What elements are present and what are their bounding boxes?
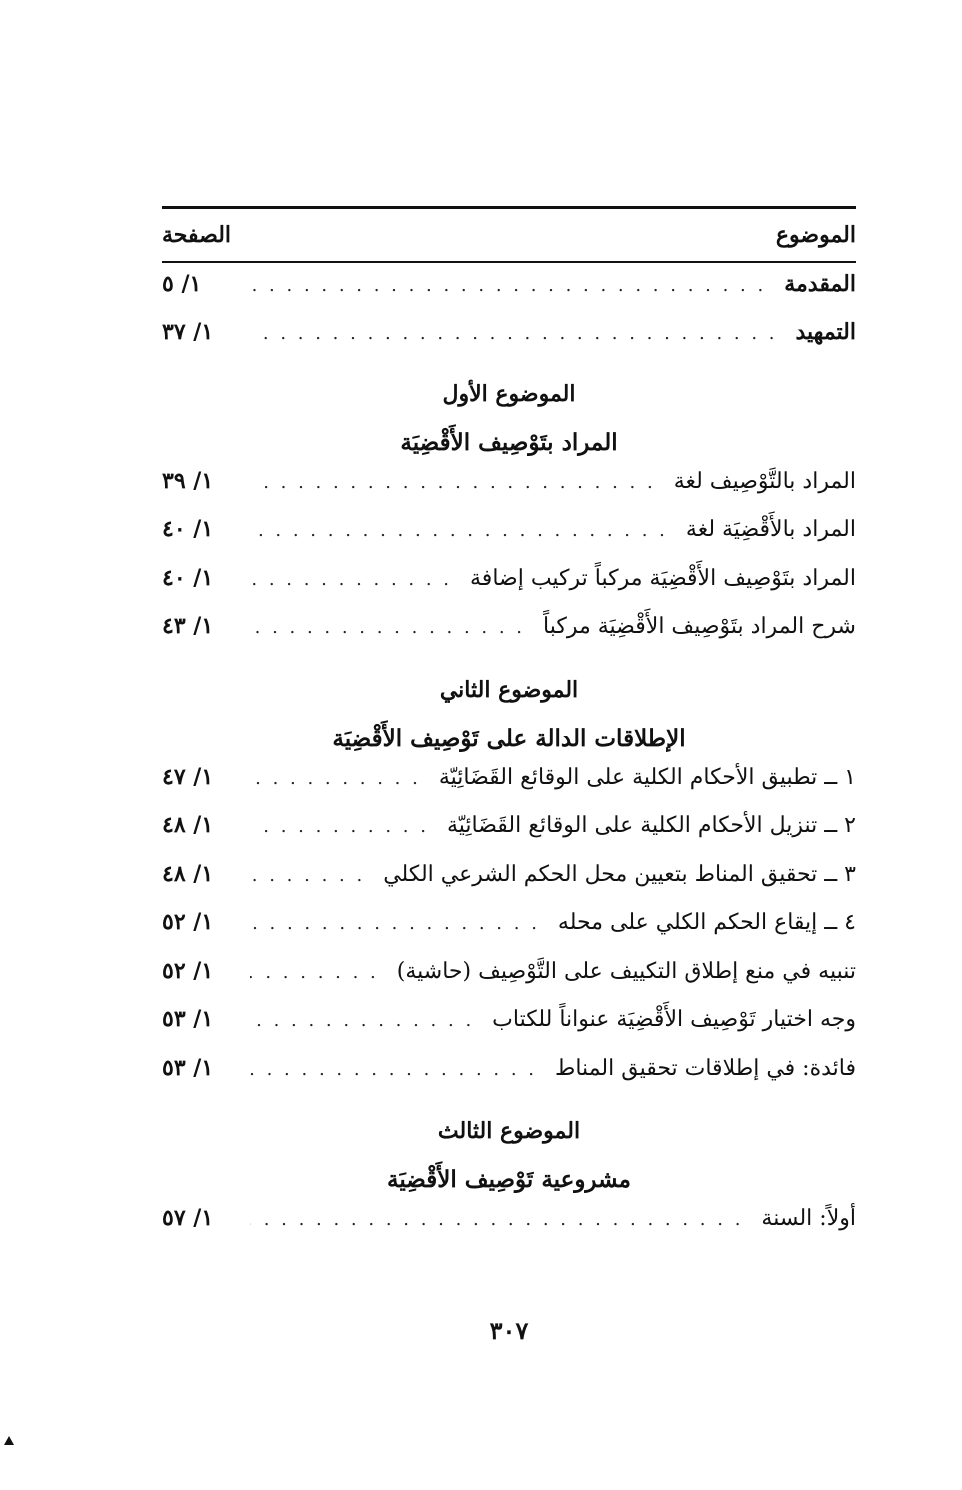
toc-entry [162,516,856,565]
toc-entry [162,909,856,958]
entry-page: ١/ ٥٢ [162,909,214,935]
leader-dots [250,913,540,934]
leader-dots [250,1059,537,1080]
entry-title: ٣ ــ تحقيق المناط بتعيين محل الحكم الشرعي الكلي [383,861,856,887]
toc-entry [162,319,856,368]
leader-dots [250,275,766,296]
toc-entry [162,1006,856,1055]
entry-title: المراد بتَوْصِيف الأَقْضِيَة مركباً تركيب إضافة [470,565,856,591]
section-heading: الموضوع الثالث [437,1118,581,1144]
entry-title: فائدة: في إطلاقات تحقيق المناط [555,1055,856,1081]
entry-page: ١/ ٣٩ [162,467,214,494]
entry-title: ٤ ــ إيقاع الحكم الكلي على محله [557,910,856,935]
toc-entry [162,565,856,614]
toc-entry [162,764,856,813]
section-subheading: الإطلاقات الدالة على تَوْصِيف الأَقْضِيَة [332,724,686,752]
entry-page: ١/ ٥٣ [162,1054,214,1081]
entry-page: ١/ ٤٠ [162,516,214,542]
entry-page: ١/ ٤٨ [162,812,214,838]
leader-dots [250,472,656,493]
entry-page: ١/ ٤٧ [162,763,214,790]
leader-dots [250,617,525,638]
page-column-label: الصفحة [162,222,232,248]
entry-title: ٢ ــ تنزيل الأحكام الكلية على الوقائع القَضَائِيّة [446,813,856,838]
toc-header [162,209,856,261]
entry-title: وجه اختيار تَوْصِيف الأَقْضِيَة عنواناً للكتاب [492,1007,856,1032]
entry-page: ١/ ٤٨ [162,860,214,887]
leader-dots [250,1010,474,1031]
entry-title: المراد بالأَقْضِيَة لغة [685,517,856,542]
entry-page: ١/ ٥ [162,270,202,297]
page-number: ٣٠٧ [489,1316,529,1345]
toc-entry [162,468,856,517]
toc-page [162,206,856,1254]
leader-dots [250,569,452,590]
entry-page: ١/ ٣٧ [162,319,214,345]
leader-dots [250,816,429,837]
entry-title: شرح المراد بتَوْصِيف الأَقْضِيَة مركباً [543,614,856,639]
entry-page: ١/ ٥٧ [162,1205,214,1231]
entry-page: ١/ ٤٣ [162,613,214,639]
toc-entry [162,271,856,320]
section-heading: الموضوع الثاني [439,676,579,703]
leader-dots [250,962,379,983]
entry-title: المقدمة [784,270,856,297]
entry-title: ١ ــ تطبيق الأحكام الكلية على الوقائع القَضَائِيّة [438,764,856,790]
toc-entry [162,861,856,910]
entry-page: ١/ ٥٣ [162,1006,214,1032]
entry-title: المراد بالتَّوْصِيف لغة [673,468,856,494]
section-heading: الموضوع الأول [442,380,576,407]
entry-page: ١/ ٤٠ [162,564,214,591]
leader-dots [250,520,668,541]
toc-entry [162,812,856,861]
entry-page: ١/ ٥٢ [162,957,214,984]
toc-entry [162,1055,856,1104]
entry-title: التمهيد [795,319,856,345]
entry-title: تنبيه في منع إطلاق التكييف على التَّوْصِيف (حاشية) [396,958,856,984]
leader-dots [250,1209,743,1230]
entry-title: أولاً: السنة [761,1206,856,1231]
leader-dots [250,323,778,344]
section-subheading: مشروعية تَوْصِيف الأَقْضِيَة [387,1166,631,1193]
leader-dots [250,768,421,789]
section-subheading: المراد بتَوْصِيف الأَقْضِيَة [400,428,618,456]
toc-entry [162,1205,856,1254]
leader-dots [250,865,365,886]
toc-entry [162,958,856,1007]
corner-mark [4,1436,14,1445]
toc-entry [162,613,856,662]
topic-column-label: الموضوع [775,222,856,248]
